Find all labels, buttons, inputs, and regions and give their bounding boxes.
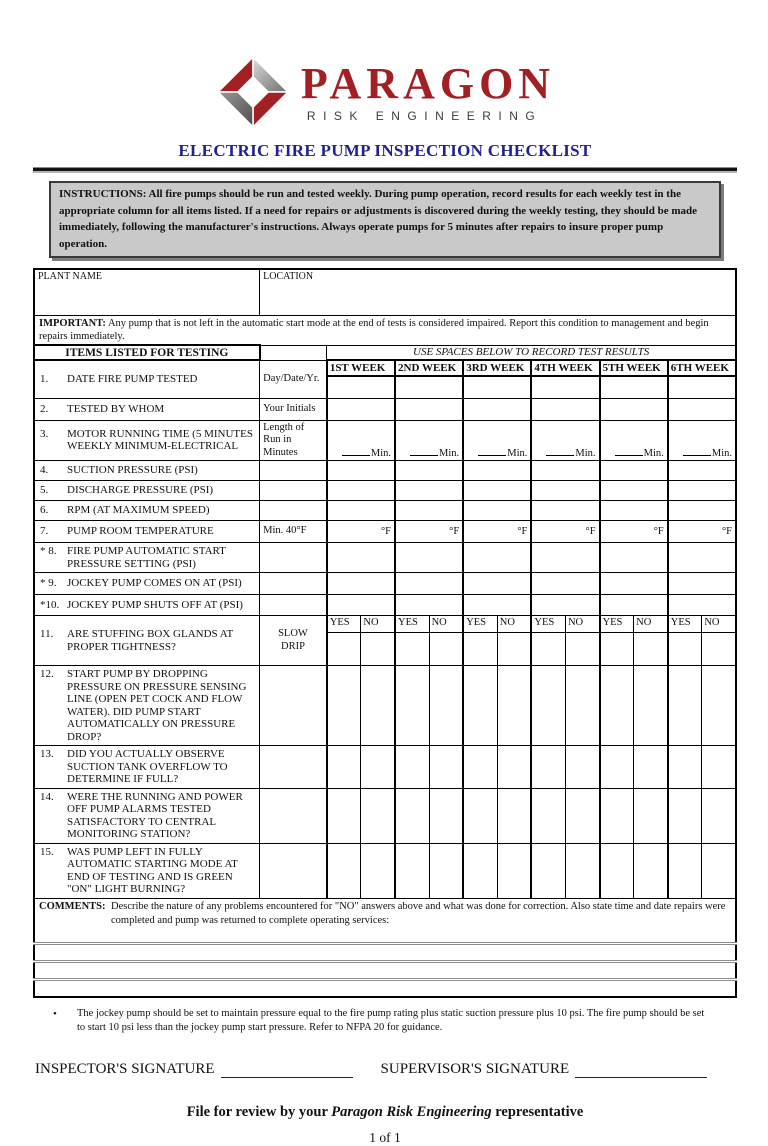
week-cell[interactable] [531,398,599,420]
important-text: Any pump that is not left in the automatic start mode at the end of tests is considered impaired. Report this condition to management and begin repairs immediately. [39,317,709,342]
comments-label: COMMENTS: [39,900,106,912]
week-cell[interactable] [463,543,531,573]
row-2: 2. TESTED BY WHOM Your Initials [34,398,736,420]
yes-cell[interactable] [600,788,634,843]
week-cell[interactable] [395,543,463,573]
yes-cell[interactable]: YES [395,616,429,666]
important-label: IMPORTANT: [39,317,106,329]
comment-line-field[interactable] [34,979,736,997]
row-15: 15. WAS PUMP LEFT IN FULLY AUTOMATIC STARTING MODE AT END OF TESTING AND IS GREEN "ON" LIGHT BURNING? [34,843,736,898]
week-cell[interactable] [463,461,531,481]
week-cell[interactable] [668,461,736,481]
no-cell[interactable] [497,746,531,789]
yes-cell[interactable] [531,666,565,746]
week-cell[interactable] [531,481,599,501]
no-cell[interactable]: NO [565,616,599,666]
yes-cell[interactable] [463,843,497,898]
yes-cell[interactable] [327,843,361,898]
week-cell[interactable] [600,481,668,501]
yes-cell[interactable] [600,666,634,746]
yes-cell[interactable] [668,666,702,746]
yes-cell[interactable] [395,746,429,789]
no-cell[interactable] [634,843,668,898]
week-cell[interactable] [327,398,395,420]
no-cell[interactable] [634,788,668,843]
row-12-middle [260,666,327,746]
week-2-header: 2ND WEEK [395,360,463,376]
no-cell[interactable] [429,746,463,789]
week-cell[interactable] [463,501,531,521]
yes-cell[interactable] [327,746,361,789]
week-cell[interactable]: °F [327,521,395,543]
week-cell[interactable] [327,501,395,521]
yes-cell[interactable]: YES [668,616,702,666]
week-cell[interactable] [395,501,463,521]
instructions-box: INSTRUCTIONS: All fire pumps should be run and tested weekly. During pump operation, record results for each weekly test in the appropriate column for all items listed. If a need for repairs or adjustments is discovered during the weekly testing, they should be made immediately, following the manufacturer's instructions. Always operate pumps for 5 minutes after repairs to insure proper pump operation. [49,181,721,258]
week-cell[interactable] [600,543,668,573]
yes-cell[interactable] [395,843,429,898]
header-spacer-cell [260,345,327,360]
items-header: ITEMS LISTED FOR TESTING [34,345,260,360]
bullet-icon: • [53,1008,57,1020]
no-cell[interactable] [361,746,395,789]
row-10: *10. JOCKEY PUMP SHUTS OFF AT (PSI) [34,595,736,616]
yes-cell[interactable] [668,843,702,898]
week-5-header: 5TH WEEK [600,360,668,376]
no-cell[interactable] [634,746,668,789]
week-cell[interactable] [668,595,736,616]
page-title: ELECTRIC FIRE PUMP INSPECTION CHECKLIST [178,141,592,160]
file-review-line: File for review by your Paragon Risk Engineering representative [186,1104,584,1120]
comment-line-3 [34,979,736,997]
yes-cell[interactable] [668,746,702,789]
item-row-1-label: 1. DATE FIRE PUMP TESTED [34,360,260,398]
supervisor-signature-label: SUPERVISOR'S SIGNATURE [380,1061,570,1077]
week-cell[interactable] [600,573,668,595]
section-header-row [34,345,736,360]
inspection-table [33,268,737,998]
yes-cell[interactable] [600,843,634,898]
jockey-pump-footnote: • The jockey pump should be set to maintain pressure equal to the fire pump rating plus static suction pressure plus 10 psi. The fire pump should be set to start 10 psi less than the jockey pump start pressure. Refer to NFPA 20 for guidance. [53,1008,705,1033]
comment-line-field[interactable] [34,943,736,961]
no-cell[interactable] [702,666,736,746]
week-cell[interactable] [531,573,599,595]
week-cell[interactable]: Min. [463,420,531,461]
yes-cell[interactable]: YES [327,616,361,666]
paragon-logo [33,50,737,134]
no-cell[interactable] [634,666,668,746]
week-cell[interactable]: Min. [395,420,463,461]
week-6-header: 6TH WEEK [668,360,736,376]
logo-tagline: RISK ENGINEERING [306,108,543,123]
comment-line-field[interactable] [34,961,736,979]
supervisor-signature-line[interactable] [575,1064,707,1078]
week-cell[interactable] [600,595,668,616]
no-cell[interactable] [565,666,599,746]
week-cell[interactable] [668,376,736,398]
row-5: 5. DISCHARGE PRESSURE (PSI) [34,481,736,501]
row-6: 6. RPM (AT MAXIMUM SPEED) [34,501,736,521]
important-row [34,315,736,345]
week-cell[interactable] [463,376,531,398]
logo-name: PARAGON [300,58,556,108]
week-cell[interactable] [463,573,531,595]
week-cell[interactable]: °F [600,521,668,543]
week-cell[interactable] [327,543,395,573]
week-cell[interactable] [395,481,463,501]
week-header-row [34,360,736,376]
row-5-middle [260,481,327,501]
week-4-header: 4TH WEEK [531,360,599,376]
inspector-signature-label: INSPECTOR'S SIGNATURE [35,1061,215,1077]
week-cell[interactable] [668,573,736,595]
row-14-middle [260,788,327,843]
week-cell[interactable] [327,376,395,398]
week-cell[interactable] [395,595,463,616]
row-8-middle [260,543,327,573]
yes-cell[interactable] [600,746,634,789]
yes-cell[interactable] [395,788,429,843]
yes-cell[interactable] [463,666,497,746]
no-cell[interactable]: NO [634,616,668,666]
week-cell[interactable] [395,376,463,398]
week-cell[interactable] [327,573,395,595]
week-cell[interactable]: Min. [327,420,395,461]
comments-description: Describe the nature of any problems encountered for "NO" answers above and what was done for correction. Also state time and date repairs were completed and pump was returned to complete operating services: [111,900,726,926]
row-9: * 9. JOCKEY PUMP COMES ON AT (PSI) [34,573,736,595]
week-cell[interactable]: Min. [668,420,736,461]
week-cell[interactable] [600,398,668,420]
yes-cell[interactable] [531,788,565,843]
no-cell[interactable] [429,788,463,843]
week-cell[interactable] [327,481,395,501]
row-6-middle [260,501,327,521]
page-number: 1 of 1 [369,1130,401,1145]
week-cell[interactable] [600,501,668,521]
row-3-middle: Length of Run in Minutes [260,420,327,461]
week-cell[interactable]: °F [463,521,531,543]
yes-cell[interactable] [395,666,429,746]
no-cell[interactable] [497,843,531,898]
plant-name-field[interactable]: PLANT NAME [34,269,260,315]
week-cell[interactable] [463,398,531,420]
row-1-middle: Day/Date/Yr. [260,360,327,398]
results-header: USE SPACES BELOW TO RECORD TEST RESULTS [327,345,736,360]
row-13-middle [260,746,327,789]
row-11: 11. ARE STUFFING BOX GLANDS AT PROPER TIGHTNESS? SLOW DRIP YES NO YES NO YES NO YES NO YES NO YES NO [34,616,736,666]
week-cell[interactable] [668,398,736,420]
week-cell[interactable] [463,595,531,616]
week-cell[interactable] [668,481,736,501]
location-field[interactable]: LOCATION [260,269,736,315]
yes-cell[interactable] [463,746,497,789]
paragon-diamond-icon [215,54,291,130]
week-cell[interactable] [600,461,668,481]
no-cell[interactable] [361,788,395,843]
no-cell[interactable] [702,843,736,898]
week-cell[interactable] [395,398,463,420]
row-7-middle: Min. 40°F [260,521,327,543]
no-cell[interactable] [565,788,599,843]
week-cell[interactable] [668,543,736,573]
comments-row [34,898,736,943]
yes-cell[interactable] [463,788,497,843]
week-3-header: 3RD WEEK [463,360,531,376]
week-cell[interactable]: °F [668,521,736,543]
week-cell[interactable] [531,461,599,481]
no-cell[interactable] [565,746,599,789]
plant-location-row [34,269,736,315]
signature-section [35,1061,737,1078]
week-cell[interactable] [463,481,531,501]
row-4-middle [260,461,327,481]
no-cell[interactable]: NO [429,616,463,666]
brand-name: Paragon Risk Engineering [331,1104,492,1120]
row-14: 14. WERE THE RUNNING AND POWER OFF PUMP ALARMS TESTED SATISFACTORY TO CENTRAL MONITORING STATION? [34,788,736,843]
no-cell[interactable] [497,788,531,843]
yes-cell[interactable] [327,788,361,843]
week-cell[interactable] [668,501,736,521]
week-cell[interactable] [531,376,599,398]
comment-line-1 [34,943,736,961]
row-7: 7. PUMP ROOM TEMPERATURE Min. 40°F °F °F °F °F °F °F [34,521,736,543]
no-cell[interactable] [565,843,599,898]
no-cell[interactable] [361,666,395,746]
row-9-middle [260,573,327,595]
no-cell[interactable] [429,666,463,746]
yes-cell[interactable] [531,843,565,898]
yes-cell[interactable] [531,746,565,789]
title-divider [33,167,737,173]
no-cell[interactable] [702,788,736,843]
no-cell[interactable] [702,746,736,789]
row-10-middle [260,595,327,616]
row-4: 4. SUCTION PRESSURE (PSI) [34,461,736,481]
row-3: 3. MOTOR RUNNING TIME (5 MINUTES WEEKLY MINIMUM-ELECTRICAL Length of Run in Minutes Min. Min. Min. Min. Min. Min. [34,420,736,461]
week-cell[interactable] [395,573,463,595]
week-cell[interactable]: Min. [531,420,599,461]
comment-line-2 [34,961,736,979]
no-cell[interactable] [497,666,531,746]
inspector-signature-line[interactable] [221,1064,353,1078]
week-cell[interactable]: °F [395,521,463,543]
row-11-middle: SLOW DRIP [260,616,327,666]
row-13: 13. DID YOU ACTUALLY OBSERVE SUCTION TANK OVERFLOW TO DETERMINE IF FULL? [34,746,736,789]
week-cell[interactable] [600,376,668,398]
no-cell[interactable]: NO [497,616,531,666]
yes-cell[interactable]: YES [531,616,565,666]
no-cell[interactable]: NO [702,616,736,666]
yes-cell[interactable]: YES [600,616,634,666]
no-cell[interactable] [429,843,463,898]
week-cell[interactable]: Min. [600,420,668,461]
row-15-middle [260,843,327,898]
week-cell[interactable] [531,595,599,616]
row-2-middle: Your Initials [260,398,327,420]
no-cell[interactable] [361,843,395,898]
yes-cell[interactable] [327,666,361,746]
week-cell[interactable] [395,461,463,481]
row-12: 12. START PUMP BY DROPPING PRESSURE ON PRESSURE SENSING LINE (OPEN PET COCK AND FLOW WATER). DID PUMP START AUTOMATICALLY ON PRESSURE DROP? [34,666,736,746]
week-cell[interactable] [327,461,395,481]
week-cell[interactable] [531,501,599,521]
yes-cell[interactable] [668,788,702,843]
week-1-header: 1ST WEEK [327,360,395,376]
week-cell[interactable] [531,543,599,573]
row-8: * 8. FIRE PUMP AUTOMATIC START PRESSURE SETTING (PSI) [34,543,736,573]
week-cell[interactable] [327,595,395,616]
no-cell[interactable]: NO [361,616,395,666]
week-cell[interactable]: °F [531,521,599,543]
yes-cell[interactable]: YES [463,616,497,666]
